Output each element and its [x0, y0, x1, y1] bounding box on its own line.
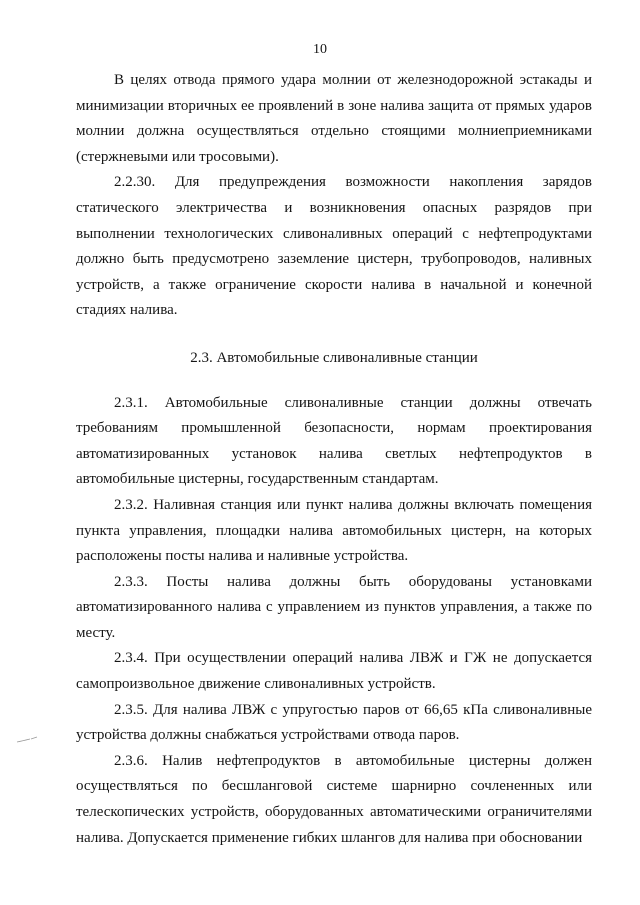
paragraph-2-3-4: 2.3.4. При осуществлении операций налива ЛВЖ и ГЖ не допускается самопроизвольное движение сливоналивных устройств.: [76, 650, 592, 693]
scan-artifact-mark: [16, 736, 38, 744]
paragraph-lightning-protection: В целях отвода прямого удара молнии от железнодорожной эстакады и минимизации вторичных ее проявлений в зоне налива защита от прямых ударов молнии должна осуществляться отдельно стоящими молниеприемниками (стержневыми или тросовыми).: [76, 72, 592, 165]
paragraph-2-2-30: 2.2.30. Для предупреждения возможности накопления зарядов статического электричества и возникновения опасных разрядов при выполнении технологических сливоналивных операций с нефтепродуктами должно быть предусмотрено заземление цистерн, трубопроводов, наливных устройств, а также ограничение скорости налива в начальной и конечной стадиях налива.: [76, 174, 592, 319]
paragraph-2-3-1: 2.3.1. Автомобильные сливоналивные станции должны отвечать требованиям промышленной безопасности, нормам проектирования автоматизированных установок налива светлых нефтепродуктов в автомобильные цистерны, государственным стандартам.: [76, 394, 592, 488]
section-heading-2-3: 2.3. Автомобильные сливоналивные станции: [190, 349, 478, 366]
paragraph-2-3-2: 2.3.2. Наливная станция или пункт налива должны включать помещения пункта управления, площадки налива автомобильных цистерн, на которых расположены посты налива и наливные устройства.: [76, 496, 592, 565]
paragraph-2-3-5: 2.3.5. Для налива ЛВЖ с упругостью паров от 66,65 кПа сливоналивные устройства должны снабжаться устройствами отвода паров.: [76, 701, 592, 744]
paragraph-2-3-3: 2.3.3. Посты налива должны быть оборудованы установками автоматизированного налива с управлением из пунктов управления, а также по месту.: [76, 573, 592, 641]
paragraph-2-3-6: 2.3.6. Налив нефтепродуктов в автомобильные цистерны должен осуществляться по бесшланговой системе шарнирно сочлененных или телескопических устройств, оборудованных автоматическими ограничителями налива. Допускается применение гибких шлангов для налива при обосновании: [76, 752, 592, 846]
document-body: [76, 68, 592, 851]
page-number: 10: [313, 42, 327, 57]
